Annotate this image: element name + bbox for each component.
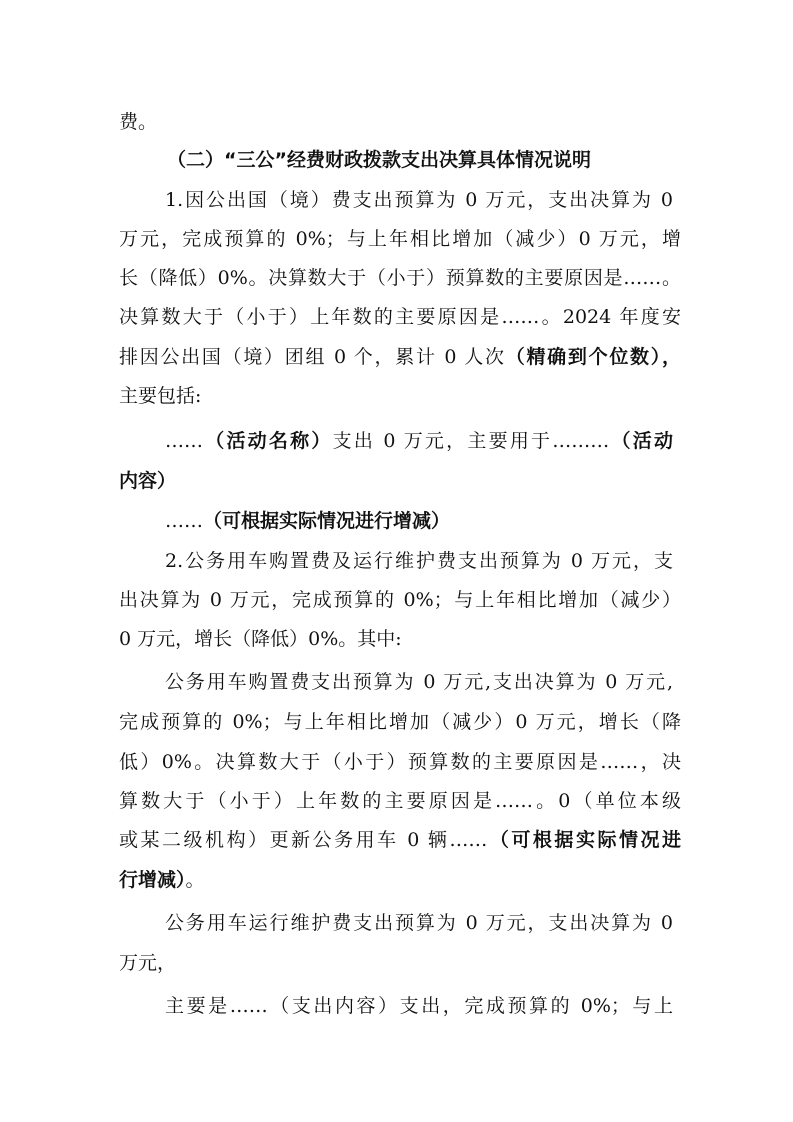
text-line: 主要是……（支出内容）支出，完成预算的 0%；与上	[165, 995, 673, 1017]
section-heading: （二）“三公”经费财政拨款支出决算具体情况说明	[167, 149, 591, 171]
text-line: 算数大于（小于）上年数的主要原因是……。0（单位本级	[119, 790, 681, 812]
text-line: 万元，	[119, 952, 177, 974]
text-line: 完成预算的 0%；与上年相比增加（减少）0 万元，增长（降	[119, 711, 681, 733]
text-line: 或某二级机构）更新公务用车 0 辆……（可根据实际情况进	[119, 829, 681, 851]
text-line: 费。	[119, 111, 158, 133]
text-line: ……（可根据实际情况进行增减）	[165, 510, 451, 532]
text-line: 决算数大于（小于）上年数的主要原因是……。2024 年度安	[119, 306, 681, 328]
text-line: 0 万元，增长（降低）0%。其中:	[119, 628, 402, 650]
text-line: 低）0%。决算数大于（小于）预算数的主要原因是……，决	[119, 751, 681, 773]
text-line: 内容）	[119, 470, 177, 492]
text-line: 公务用车运行维护费支出预算为 0 万元，支出决算为 0	[165, 912, 673, 934]
text-line: 万元，完成预算的 0%；与上年相比增加（减少）0 万元，增	[119, 228, 681, 250]
text-line: 长（降低）0%。决算数大于（小于）预算数的主要原因是……。	[119, 267, 681, 289]
text-line: 2.公务用车购置费及运行维护费支出预算为 0 万元，支	[165, 550, 673, 572]
text-line: 1.因公出国（境）费支出预算为 0 万元，支出决算为 0	[165, 189, 673, 211]
text-line: ……（活动名称）支出 0 万元，主要用于………（活动	[165, 430, 673, 452]
text-line: 出决算为 0 万元，完成预算的 0%；与上年相比增加（减少）	[119, 589, 681, 611]
text-line: 行增减）。	[119, 869, 205, 891]
text-line: 主要包括:	[119, 385, 202, 407]
text-line: 公务用车购置费支出预算为 0 万元,支出决算为 0 万元,	[165, 671, 673, 693]
text-line: 排因公出国（境）团组 0 个，累计 0 人次（精确到个位数），	[119, 346, 681, 368]
